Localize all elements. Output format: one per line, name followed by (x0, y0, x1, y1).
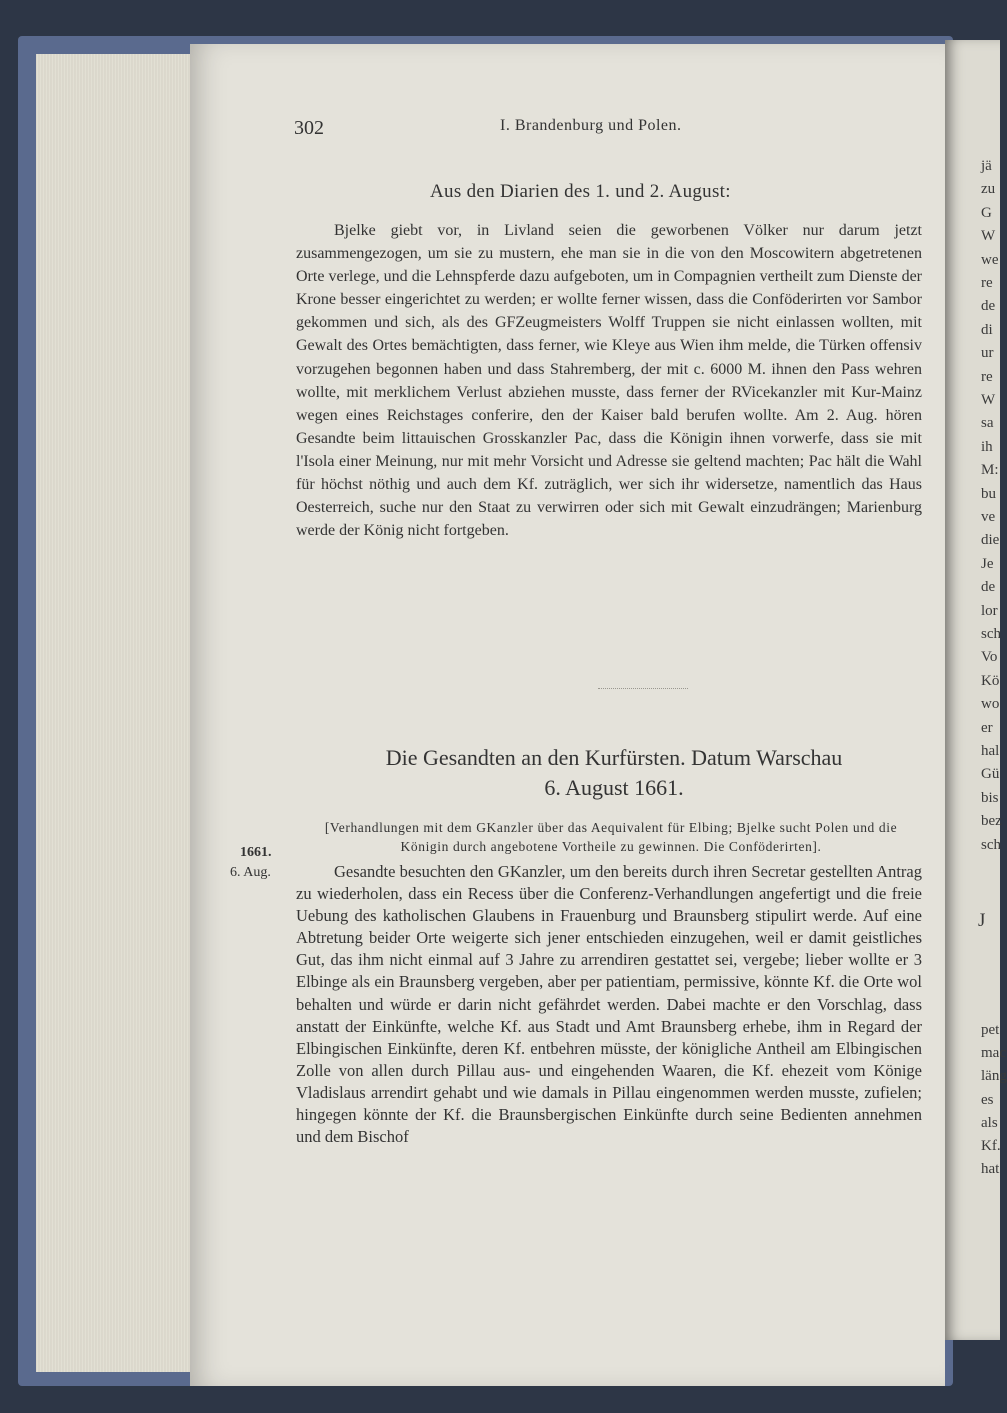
next-page-fragment: W (981, 228, 996, 245)
next-page-fragment: die (981, 532, 1000, 549)
next-page-fragment: de (981, 579, 996, 596)
section-heading: Aus den Diarien des 1. und 2. August: (430, 181, 731, 202)
next-page-fragment: pet (981, 1022, 1000, 1038)
running-title: I. Brandenburg und Polen. (500, 117, 682, 134)
next-page-fragment: Gü (981, 766, 1000, 783)
next-page-fragment: Vo (981, 649, 998, 666)
next-page-fragment: sch (981, 836, 1001, 853)
next-page-fragment: sch (981, 626, 1001, 642)
page-number: 302 (294, 117, 324, 139)
next-page-fragment: er (981, 719, 993, 736)
diary-paragraph: Bjelke giebt vor, in Livland seien die geworbenen Völker nur darum jetzt zusammengezogen, um sie zu mustern, ehe man sie in die von den Moscowitern abgetretenen Orte verlege, und die Lehnspferde dazu aufgeboten, um in Compagnien vertheilt zum Dienste der Krone besser eingerichtet zu werden; er wollte ferner wissen, dass die Conföderirten vor Sambor gekommen und sich, als des GFZeugmeisters Wolff Truppen sie nicht einlassen wollten, mit Gewalt des Ortes bemächtigten, dass ferner, wie Kleye aus Wien ihm melde, die Türken offensiv vorzugehen begonnen haben und dass Stahremberg, der mit c. 6000 M. ihnen den Pass wehren wollte, mit merklichem Verlust abziehen musste, dass ferner der RVicekanzler mit Kur-Mainz wegen eines Reichstages conferire, den der Kaiser bald berufen wollte. Am 2. Aug. hören Gesandte beim littauischen Grosskanzler Pac, dass die Königin ihnen vorwerfe, dass sie mit l'Isola einer Meinung, nur mit mehr Vorsicht und Adresse sie geltend machten; Pac hält die Wahl für höchst nöthig und auch dem Kf. zuträglich, wer sich ihr widersetze, namentlich das Haus Oesterreich, suche nur den Staat zu verwirren oder sich mit Gewalt einzudrängen; Marienburg werde der König nicht fortgeben. (296, 222, 922, 540)
document-date-title: 6. August 1661. (544, 775, 684, 800)
main-text-block (296, 861, 922, 1148)
margin-year: 1661. (240, 845, 272, 860)
next-page-fragment: wo (981, 696, 1000, 713)
next-page-fragment: ur (981, 345, 994, 362)
next-page-fragment: de (981, 298, 996, 315)
next-page-fragment: M: (981, 462, 999, 479)
next-page-fragment: hat (981, 1161, 1000, 1178)
next-page-fragment: re (981, 275, 993, 291)
document-summary: [Verhandlungen mit dem GKanzler über das Aequivalent für Elbing; Bjelke sucht Polen und die Königin durch angebotene Vortheile zu gewinnen. Die Conföderirten]. (324, 820, 898, 854)
next-page-fragment: läng (981, 1068, 1007, 1085)
next-page-fragment: re (981, 368, 993, 385)
next-page-fragment: ve (981, 509, 996, 525)
next-page-fragment: J (978, 910, 986, 931)
next-page-edge (945, 40, 1007, 1340)
next-page-fragment: di (981, 321, 993, 338)
next-page-fragment: ih (981, 438, 993, 455)
next-page-fragment: jä (981, 158, 992, 174)
main-paragraph: Gesandte besuchten den GKanzler, um den bereits durch ihren Secretar gestellten Antrag zu wiederholen, dass ein Recess über die Conferenz-Verhandlungen angefertigt und die freie Uebung des katholischen Glaubens in Frauenburg und Braunsberg stipulirt werde. Auf eine Abtretung beider Orte weigerte sich jener entschieden einzugehen, weil er damit geistliches Gut, das ihm nicht einmal auf 3 Jahre zu arrendiren gestattet sei, vergebe; lieber wollte er 3 Elbinge als ein Braunsberg vergeben, aber per patientiam, permissive, könnte Kf. die Orte wol behalten und würde er darin nicht gefährdet werden. Dabei machte er den Vorschlag, dass anstatt der Einkünfte, welche Kf. aus Stadt und Amt Braunsberg erhebe, ihm in Regard der Elbingischen Einkünfte, deren Kf. entbehren müsste, der königliche Antheil am Elbingischen Zolle von allen durch Pillau aus- und eingehenden Waaren, die Kf. ehezeit vom Könige Vladislaus arrendirt gehabt und wie damals in Pillau eingenommen werden musste, zufielen; hingegen könnte der Kf. die Braunsbergischen Einkünfte durch seine Bedienten annehmen und dem Bischof (296, 862, 922, 1147)
next-page-fragment: we (981, 251, 999, 268)
document-title: Die Gesandten an den Kurfürsten. Datum Warschau (385, 745, 843, 770)
next-page-fragment: bis (981, 789, 999, 806)
next-page-fragment: W (981, 392, 996, 408)
section-divider (598, 688, 688, 690)
next-page-fragment: Je (981, 555, 994, 572)
next-page-fragment: Kö (981, 672, 1000, 689)
next-page-fragment: bez (981, 813, 1002, 830)
next-page-fragment: sa (981, 415, 994, 432)
next-page-fragment: lor (981, 602, 998, 619)
page-edges (36, 54, 196, 1372)
next-page-fragment: mac (981, 1045, 1006, 1062)
next-page-fragment: als (981, 1114, 998, 1131)
next-page-fragment: zu (981, 181, 996, 198)
next-page-fragment: es (981, 1091, 994, 1108)
diary-text-block (296, 219, 922, 542)
next-page-fragment: hal (981, 743, 1000, 759)
next-page-fragment: Kf. (981, 1138, 1001, 1154)
next-page-fragment: bu (981, 485, 996, 502)
margin-date: 6. Aug. (230, 865, 271, 880)
next-page-fragment: G (981, 204, 992, 221)
